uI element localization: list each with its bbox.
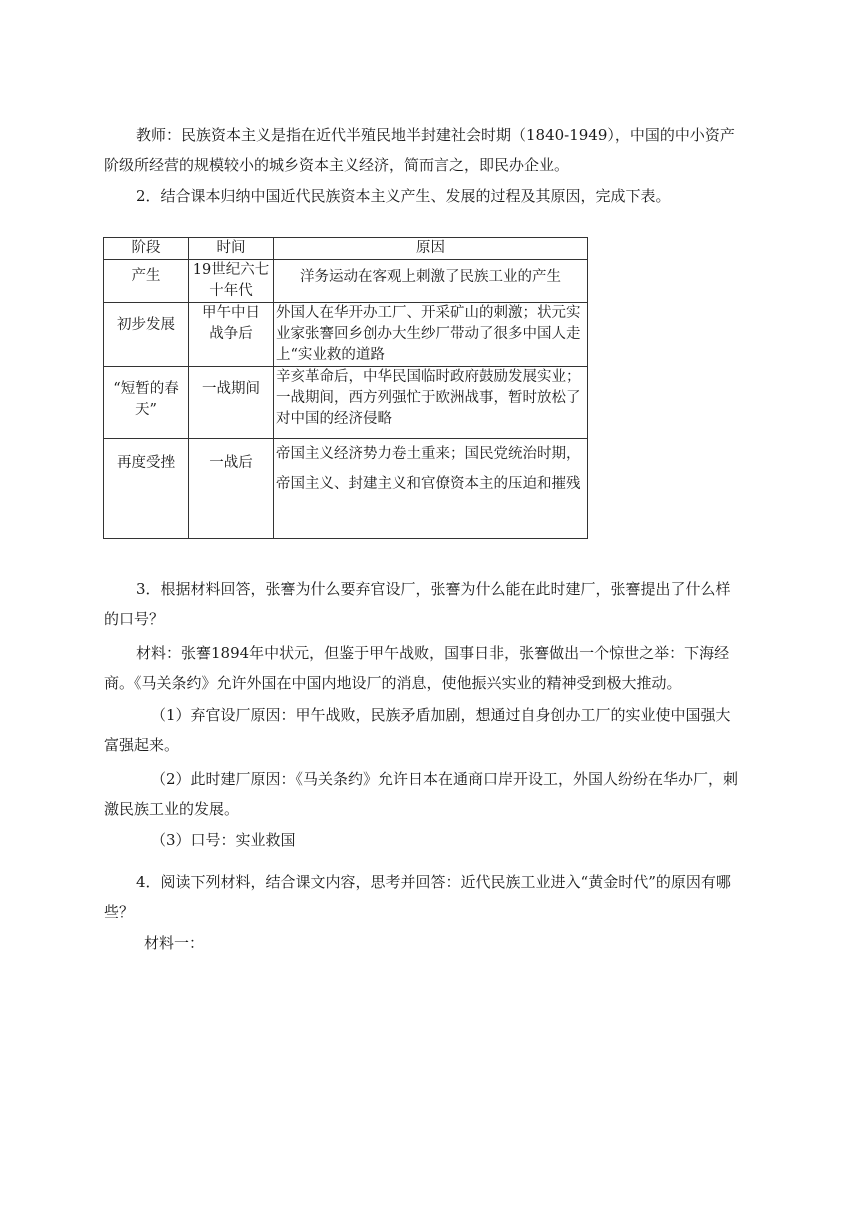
table-row [104, 439, 588, 539]
time-cell: 一战期间 [189, 367, 274, 439]
stage-cell: 再度受挫 [104, 439, 189, 539]
question-2: 2．结合课本归纳中国近代民族资本主义产生、发展的过程及其原因，完成下表。 [136, 187, 671, 205]
answer-2: （2）此时建厂原因：《马关条约》允许日本在通商口岸开设工，外国人纷纷在华办厂，刺激民族工业的发展。 [104, 770, 739, 818]
header-stage: 阶段 [104, 238, 189, 260]
stage-cell: 产生 [104, 260, 189, 303]
header-reason: 原因 [274, 238, 588, 260]
stage-cell: 初步发展 [104, 303, 189, 367]
question-3: 3．根据材料回答，张謇为什么要弃官设厂，张謇为什么能在此时建厂，张謇提出了什么样的口号？ [104, 580, 731, 628]
material-paragraph: 材料：张謇1894年中状元，但鉴于甲午战败，国事日非，张謇做出一个惊世之举：下海经商。《马关条约》允许外国在中国内地设厂的消息，使他振兴实业的精神受到极大推动。 [104, 644, 730, 692]
time-cell: 甲午中日战争后 [189, 303, 274, 367]
table-row [104, 260, 588, 303]
table-row [104, 367, 588, 439]
time-cell: 19世纪六七十年代 [189, 260, 274, 303]
table-row [104, 303, 588, 367]
table-header-row [104, 238, 588, 260]
reason-cell: 洋务运动在客观上刺激了民族工业的产生 [274, 260, 588, 303]
stage-cell: “短暂的春天” [104, 367, 189, 439]
reason-cell: 帝国主义经济势力卷土重来；国民党统治时期，帝国主义、封建主义和官僚资本主的压迫和摧残 [274, 439, 588, 539]
reason-cell: 辛亥革命后，中华民国临时政府鼓励发展实业；一战期间，西方列强忙于欧洲战事，暂时放松了对中国的经济侵略 [274, 367, 588, 439]
intro-paragraph: 教师：民族资本主义是指在近代半殖民地半封建社会时期（1840-1949），中国的中小资产阶级所经营的规模较小的城乡资本主义经济，简而言之，即民办企业。 [104, 126, 735, 174]
question-4: 4．阅读下列材料，结合课文内容，思考并回答：近代民族工业进入“黄金时代”的原因有哪些？ [104, 873, 731, 921]
capitalism-stages-table [103, 237, 588, 539]
time-cell: 一战后 [189, 439, 274, 539]
answer-3: （3）口号：实业救国 [151, 831, 296, 849]
answer-1: （1）弃官设厂原因：甲午战败，民族矛盾加剧，想通过自身创办工厂的实业使中国强大富强起来。 [104, 706, 731, 754]
header-time: 时间 [189, 238, 274, 260]
material-1-label: 材料一： [144, 934, 205, 952]
reason-cell: 外国人在华开办工厂、开采矿山的刺激；状元实业家张謇回乡创办大生纱厂带动了很多中国人走上“实业救的道路 [274, 303, 588, 367]
